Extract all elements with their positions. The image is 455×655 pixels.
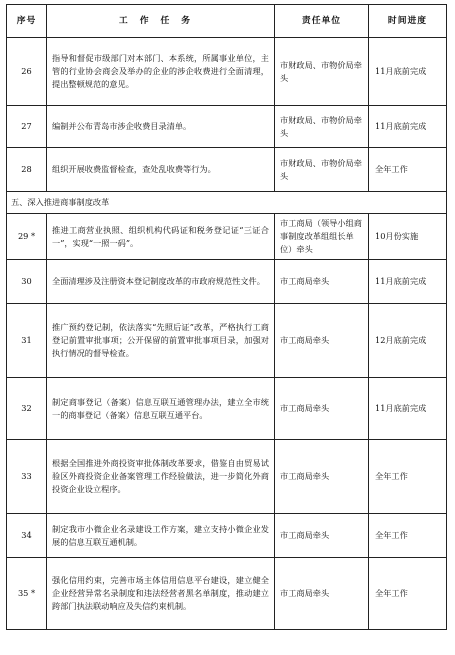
- row-num: 27: [7, 106, 47, 148]
- table-row: [7, 260, 447, 304]
- row-task: 组织开展收费监督检查，查处乱收费等行为。: [47, 148, 275, 192]
- header-num: 序号: [7, 5, 47, 38]
- table-row: [7, 106, 447, 148]
- section-title: 五、深入推进商事制度改革: [7, 192, 447, 214]
- section-row: [7, 192, 447, 214]
- row-num: 34: [7, 514, 47, 558]
- row-unit: 市财政局、市物价局牵头: [275, 106, 369, 148]
- row-task: 根据全国推进外商投资审批体制改革要求，借鉴自由贸易试验区外商投资企业备案管理工作经验做法，进一步简化外商投资企业设立程序。: [47, 440, 275, 514]
- table-row: [7, 440, 447, 514]
- row-task: 全面清理涉及注册资本登记制度改革的市政府规范性文件。: [47, 260, 275, 304]
- row-schedule: 10月份实施: [369, 214, 447, 260]
- header-unit: 责任单位: [275, 5, 369, 38]
- row-task: 制定我市小微企业名录建设工作方案，建立支持小微企业发展的信息互联互通机制。: [47, 514, 275, 558]
- row-unit: 市工商局牵头: [275, 260, 369, 304]
- row-unit: 市工商局牵头: [275, 558, 369, 630]
- row-unit: 市工商局牵头: [275, 440, 369, 514]
- row-num: 31: [7, 304, 47, 378]
- row-unit: 市财政局、市物价局牵头: [275, 148, 369, 192]
- row-schedule: 11月底前完成: [369, 378, 447, 440]
- row-num: 32: [7, 378, 47, 440]
- row-unit: 市工商局牵头: [275, 304, 369, 378]
- row-schedule: 全年工作: [369, 514, 447, 558]
- row-task: 指导和督促市级部门对本部门、本系统，所属事业单位，主管的行业协会商会及举办的企业的涉企收费进行全面清理，提出整顿规范的意见。: [47, 38, 275, 106]
- table-row: [7, 378, 447, 440]
- row-schedule: 11月底前完成: [369, 260, 447, 304]
- document-page: [6, 4, 446, 630]
- table-row: [7, 304, 447, 378]
- table-row: [7, 38, 447, 106]
- row-schedule: 11月底前完成: [369, 38, 447, 106]
- row-num: 33: [7, 440, 47, 514]
- header-task: 工作任务: [47, 5, 275, 38]
- row-num: 29 *: [7, 214, 47, 260]
- row-schedule: 全年工作: [369, 148, 447, 192]
- row-task: 推广预约登记制，依法落实“先照后证”改革，严格执行工商登记前置审批事项；公开保留的前置审批事项目录，加强对执行情况的督导检查。: [47, 304, 275, 378]
- table-row: [7, 214, 447, 260]
- header-schedule: 时间进度: [369, 5, 447, 38]
- task-table: [6, 4, 447, 630]
- row-task: 编制并公布青岛市涉企收费目录清单。: [47, 106, 275, 148]
- row-unit: 市工商局牵头: [275, 514, 369, 558]
- row-task: 制定商事登记（备案）信息互联互通管理办法，建立全市统一的商事登记（备案）信息互联互通平台。: [47, 378, 275, 440]
- row-unit: 市工商局（领导小组商事制度改革组组长单位）牵头: [275, 214, 369, 260]
- row-num: 35 *: [7, 558, 47, 630]
- table-row: [7, 514, 447, 558]
- row-unit: 市财政局、市物价局牵头: [275, 38, 369, 106]
- row-schedule: 全年工作: [369, 440, 447, 514]
- table-row: [7, 558, 447, 630]
- row-num: 30: [7, 260, 47, 304]
- row-schedule: 11月底前完成: [369, 106, 447, 148]
- row-num: 26: [7, 38, 47, 106]
- row-task: 强化信用约束，完善市场主体信用信息平台建设，建立健全企业经营异常名录制度和违法经营者黑名单制度，推动建立跨部门执法联动响应及失信约束机制。: [47, 558, 275, 630]
- row-num: 28: [7, 148, 47, 192]
- row-unit: 市工商局牵头: [275, 378, 369, 440]
- table-row: [7, 148, 447, 192]
- table-header-row: [7, 5, 447, 38]
- row-schedule: 12月底前完成: [369, 304, 447, 378]
- row-task: 推进工商营业执照、组织机构代码证和税务登记证“三证合一”，实现“一照一码”。: [47, 214, 275, 260]
- row-schedule: 全年工作: [369, 558, 447, 630]
